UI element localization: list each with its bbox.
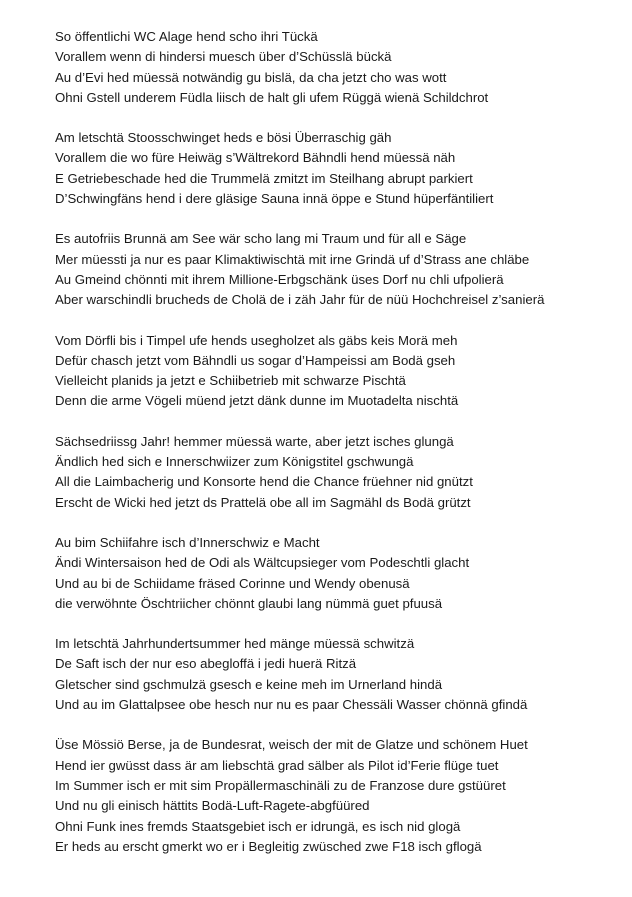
poem-line: E Getriebeschade hed die Trummelä zmitzt im Steilhang abrupt parkiert <box>55 170 473 186</box>
poem-document <box>55 27 625 877</box>
stanza-7 <box>55 634 625 715</box>
poem-line: So öffentlichi WC Alage hend scho ihri Tückä <box>55 29 318 44</box>
poem-line: Ohni Funk ines fremds Staatsgebiet isch er idrungä, es isch nid glogä <box>55 818 461 834</box>
poem-line: Ohni Gstell underem Füdla liisch de halt gli ufem Rüggä wienä Schildchrot <box>55 89 489 105</box>
stanza-2 <box>55 128 625 209</box>
poem-line: Denn die arme Vögeli müend jetzt dänk dunne im Muotadelta nischtä <box>55 393 459 409</box>
poem-line: Defür chasch jetzt vom Bähndli us sogar d’Hampeissi am Bodä gseh <box>55 352 456 368</box>
poem-line: Ändlich hed sich e Innerschwiizer zum Königstitel gschwungä <box>55 454 414 470</box>
poem-line: Und au bi de Schiidame fräsed Corinne und Wendy obenusä <box>55 575 410 591</box>
stanza-5 <box>55 432 625 513</box>
poem-line: Vom Dörfli bis i Timpel ufe hends usegholzet als gäbs keis Morä meh <box>55 332 458 348</box>
poem-line: Und au im Glattalpsee obe hesch nur nu es paar Chessäli Wasser chönnä gfindä <box>55 697 528 713</box>
poem-line: Er heds au erscht gmerkt wo er i Begleitig zwüsched zwe F18 isch gflogä <box>55 838 482 854</box>
poem-line: De Saft isch der nur eso abegloffä i jedi huerä Ritzä <box>55 656 357 672</box>
stanza-8 <box>55 735 625 857</box>
poem-line: Sächsedriissg Jahr! hemmer müessä warte, aber jetzt isches glungä <box>55 433 454 449</box>
poem-line: Au d’Evi hed müessä notwändig gu bislä, da cha jetzt cho was wott <box>55 69 447 85</box>
poem-line: Ändi Wintersaison hed de Odi als Wältcupsieger vom Podeschtli glacht <box>55 555 470 571</box>
stanza-1 <box>55 27 625 108</box>
poem-line: Vorallem wenn di hindersi muesch über d’Schüsslä bückä <box>55 49 392 65</box>
poem-line: Im letschtä Jahrhundertsummer hed mänge müessä schwitzä <box>55 636 415 652</box>
poem-line: Hend ier gwüsst dass är am liebschtä grad sälber als Pilot id’Ferie flüge tuet <box>55 757 499 773</box>
poem-line: Au Gmeind chönnti mit ihrem Millione-Erbgschänk üses Dorf nu chli ufpolierä <box>55 271 504 287</box>
poem-line: Mer müessti ja nur es paar Klimaktiwischtä mit irne Grindä uf d’Strass ane chläbe <box>55 251 530 267</box>
poem-line: Erscht de Wicki hed jetzt ds Prattelä obe all im Sagmähl ds Bodä grützt <box>55 494 471 510</box>
poem-line: Aber warschindli brucheds de Cholä de i zäh Jahr für de nüü Hochchreisel z’sanierä <box>55 292 545 308</box>
poem-line: All die Laimbacherig und Konsorte hend die Chance früehner nid gnützt <box>55 474 473 490</box>
poem-line: die verwöhnte Öschtriicher chönnt glaubi lang nümmä guet pfuusä <box>55 595 443 611</box>
poem-line: Vorallem die wo füre Heiwäg s’Wältrekord Bähndli hend müessä näh <box>55 150 456 166</box>
poem-line: Im Summer isch er mit sim Propällermaschinäli zu de Franzose dure gstüüret <box>55 777 506 793</box>
poem-line: Üse Mössiö Berse, ja de Bundesrat, weisch der mit de Glatze und schönem Huet <box>55 737 528 753</box>
poem-line: Gletscher sind gschmulzä gsesch e keine meh im Urnerland hindä <box>55 676 443 692</box>
poem-line: Am letschtä Stoosschwinget heds e bösi Überraschig gäh <box>55 130 392 146</box>
poem-line: Und nu gli einisch hättits Bodä-Luft-Ragete-abgfüüred <box>55 798 370 814</box>
stanza-3 <box>55 229 625 310</box>
stanza-6 <box>55 533 625 614</box>
poem-line: Es autofriis Brunnä am See wär scho lang mi Traum und für all e Säge <box>55 231 467 247</box>
poem-line: Vielleicht planids ja jetzt e Schiibetrieb mit schwarze Pischtä <box>55 373 406 389</box>
stanza-4 <box>55 331 625 412</box>
poem-line: D’Schwingfäns hend i dere gläsige Sauna innä öppe e Stund hüperfäntiliert <box>55 191 494 207</box>
poem-line: Au bim Schiifahre isch d’Innerschwiz e Macht <box>55 534 320 550</box>
